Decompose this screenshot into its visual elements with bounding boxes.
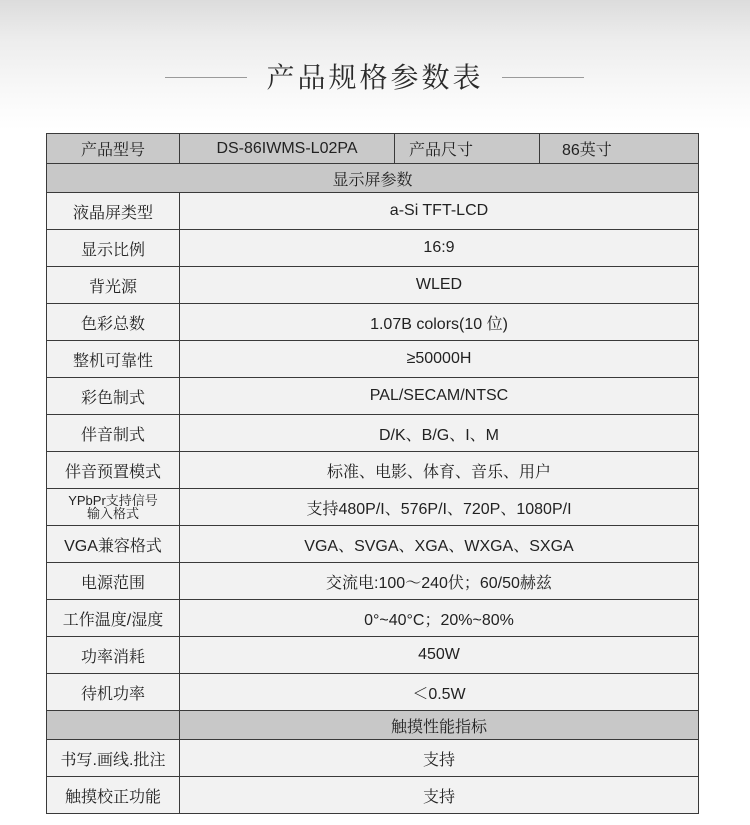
row-value: PAL/SECAM/NTSC	[180, 378, 699, 415]
table-row	[47, 452, 699, 489]
table-row	[47, 341, 699, 378]
model-label: 产品型号	[47, 134, 180, 164]
row-value: WLED	[180, 267, 699, 304]
row-label: 待机功率	[47, 674, 180, 711]
row-label: 工作温度/湿度	[47, 600, 180, 637]
section-display-title: 显示屏参数	[47, 164, 699, 193]
page-title: 产品规格参数表	[266, 61, 484, 94]
row-value: 16:9	[180, 230, 699, 267]
title-divider-left	[165, 77, 247, 78]
section-row-touch	[47, 711, 699, 740]
row-label: 电源范围	[47, 563, 180, 600]
size-value: 86英寸	[540, 134, 699, 164]
row-label: 色彩总数	[47, 304, 180, 341]
row-value: 450W	[180, 637, 699, 674]
row-label	[47, 489, 180, 526]
row-label: 书写.画线.批注	[47, 740, 180, 777]
table-row	[47, 378, 699, 415]
section-row-display	[47, 164, 699, 193]
size-label: 产品尺寸	[395, 134, 540, 164]
row-value: 交流电:100～240伏；60/50赫兹	[180, 563, 699, 600]
row-label: 显示比例	[47, 230, 180, 267]
row-label-line1: YPbPr支持信号	[68, 493, 158, 508]
table-row	[47, 304, 699, 341]
row-value: 标准、电影、体育、音乐、用户	[180, 452, 699, 489]
table-row	[47, 777, 699, 814]
table-row	[47, 674, 699, 711]
table-row	[47, 193, 699, 230]
title-divider-right	[502, 77, 584, 78]
row-value: 支持480P/I、576P/I、720P、1080P/I	[180, 489, 699, 526]
table-row	[47, 489, 699, 526]
table-row	[47, 267, 699, 304]
table-row	[47, 230, 699, 267]
section-touch-title: 触摸性能指标	[180, 711, 699, 740]
table-row	[47, 563, 699, 600]
row-label: 背光源	[47, 267, 180, 304]
row-value: ＜0.5W	[180, 674, 699, 711]
row-label: 液晶屏类型	[47, 193, 180, 230]
row-value: a-Si TFT-LCD	[180, 193, 699, 230]
row-label: 触摸校正功能	[47, 777, 180, 814]
row-label: 整机可靠性	[47, 341, 180, 378]
row-label: 彩色制式	[47, 378, 180, 415]
row-value: 1.07B colors(10 位)	[180, 304, 699, 341]
row-label: 伴音预置模式	[47, 452, 180, 489]
table-row	[47, 415, 699, 452]
header-row	[47, 134, 699, 164]
row-value: 支持	[180, 777, 699, 814]
page-title-area	[0, 52, 750, 102]
table-row	[47, 526, 699, 563]
row-label: 伴音制式	[47, 415, 180, 452]
table-row	[47, 740, 699, 777]
row-label: VGA兼容格式	[47, 526, 180, 563]
row-value: D/K、B/G、I、M	[180, 415, 699, 452]
row-label: 功率消耗	[47, 637, 180, 674]
spec-table	[46, 133, 699, 814]
row-label-line2: 输入格式	[86, 506, 139, 521]
row-value: ≥50000H	[180, 341, 699, 378]
table-row	[47, 637, 699, 674]
model-value: DS-86IWMS-L02PA	[180, 134, 395, 164]
row-value: 0°~40°C；20%~80%	[180, 600, 699, 637]
table-row	[47, 600, 699, 637]
row-value: VGA、SVGA、XGA、WXGA、SXGA	[180, 526, 699, 563]
section-touch-blank	[47, 711, 180, 740]
row-value: 支持	[180, 740, 699, 777]
